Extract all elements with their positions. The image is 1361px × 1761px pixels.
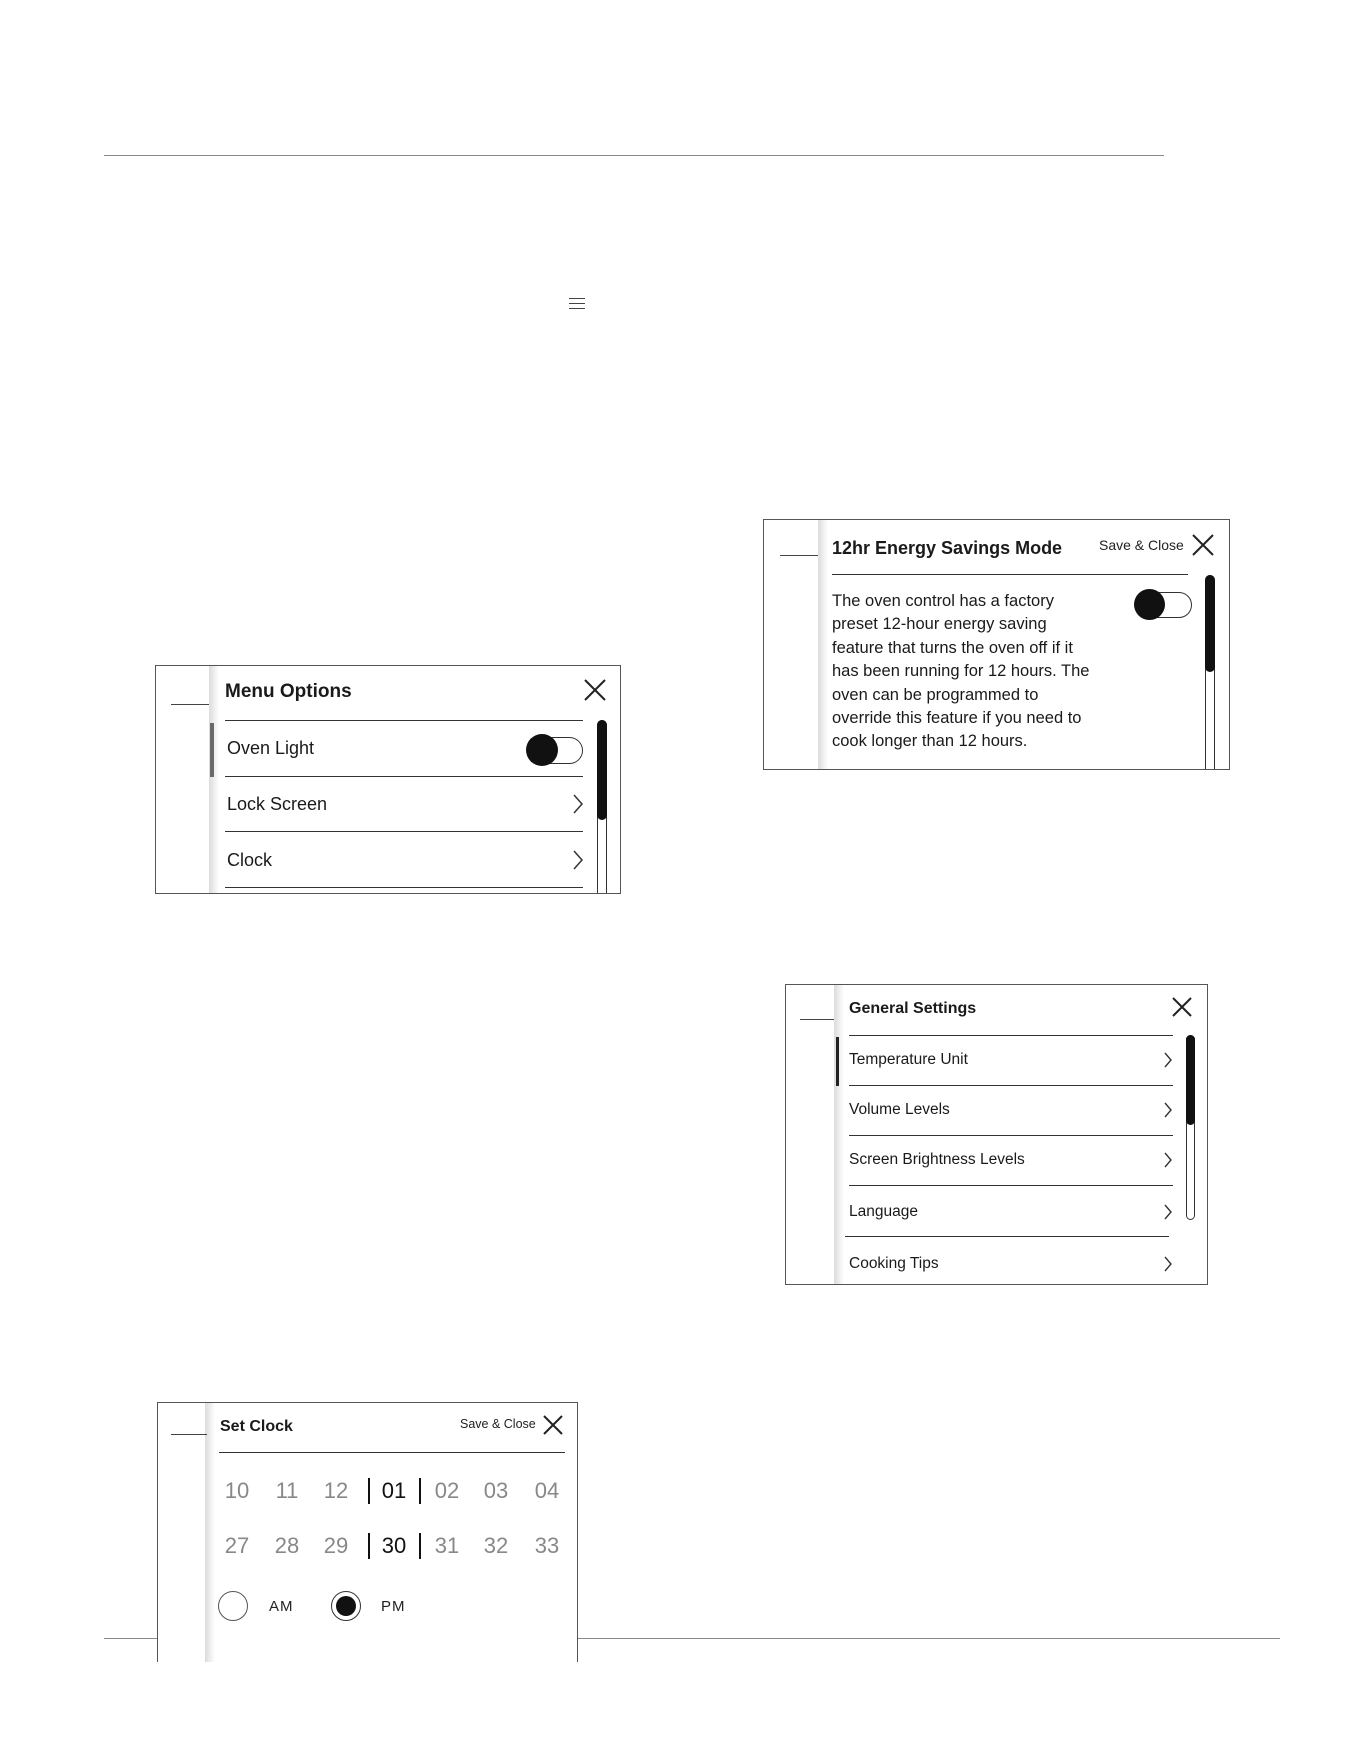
chevron-right-icon (572, 849, 584, 871)
pm-radio[interactable] (331, 1591, 361, 1621)
panel-stub-line (800, 1019, 834, 1020)
menu-options-title: Menu Options (225, 681, 352, 702)
energy-savings-title: 12hr Energy Savings Mode (832, 538, 1063, 558)
settings-item-temperature-unit[interactable]: Temperature Unit (849, 1051, 968, 1068)
energy-savings-toggle[interactable] (1136, 592, 1192, 618)
pm-label: PM (381, 1598, 406, 1615)
chevron-right-icon (1163, 1203, 1173, 1221)
scrollbar[interactable] (1205, 575, 1215, 770)
energy-savings-panel (763, 519, 1230, 770)
hour-option[interactable]: 11 (275, 1478, 299, 1503)
description-line: The oven control has a factory (832, 592, 1054, 610)
menu-item-oven-light[interactable]: Oven Light (227, 738, 315, 758)
menu-options-panel (155, 665, 621, 894)
panel-shadow (834, 985, 844, 1284)
scrollbar[interactable] (1186, 1035, 1195, 1220)
am-label: AM (269, 1598, 294, 1615)
minute-option[interactable]: 33 (534, 1533, 560, 1558)
chevron-right-icon (1163, 1051, 1173, 1069)
top-rule (104, 155, 1164, 156)
hour-option-selected[interactable]: 01 (381, 1478, 407, 1503)
selection-divider (368, 1533, 370, 1559)
separator (225, 887, 583, 888)
toggle-knob (526, 734, 558, 766)
settings-item-screen-brightness[interactable]: Screen Brightness Levels (849, 1151, 1025, 1168)
scrollbar-thumb[interactable] (597, 720, 607, 820)
separator (219, 1452, 565, 1453)
hour-option[interactable]: 10 (224, 1478, 250, 1503)
settings-item-language[interactable]: Language (849, 1203, 918, 1220)
menu-item-lock-screen[interactable]: Lock Screen (227, 794, 328, 814)
minute-option[interactable]: 27 (224, 1533, 250, 1558)
settings-item-cooking-tips[interactable]: Cooking Tips (849, 1255, 939, 1272)
set-clock-panel (157, 1402, 578, 1662)
separator (849, 1035, 1173, 1036)
panel-shadow (209, 666, 219, 893)
hour-option[interactable]: 02 (434, 1478, 460, 1503)
menu-icon (569, 298, 585, 313)
close-icon[interactable] (1172, 997, 1192, 1017)
close-icon[interactable] (1192, 534, 1214, 556)
menu-item-clock[interactable]: Clock (227, 850, 273, 870)
scrollbar-thumb[interactable] (1186, 1035, 1195, 1125)
selection-divider (368, 1478, 370, 1504)
am-radio[interactable] (218, 1591, 248, 1621)
chevron-right-icon (1163, 1151, 1173, 1169)
description-line: override this feature if you need to (832, 709, 1082, 728)
radio-dot (336, 1596, 356, 1616)
chevron-right-icon (1163, 1101, 1173, 1119)
general-settings-panel (785, 984, 1208, 1285)
panel-stub-line (171, 704, 209, 705)
selection-divider (419, 1533, 421, 1559)
close-icon[interactable] (584, 679, 606, 701)
minute-option[interactable]: 32 (483, 1533, 509, 1558)
selected-indicator (836, 1037, 839, 1086)
selected-indicator (210, 723, 214, 777)
set-clock-title: Set Clock (220, 1418, 293, 1435)
scrollbar[interactable] (597, 720, 607, 894)
selection-divider (419, 1478, 421, 1504)
separator (225, 720, 583, 721)
hour-option[interactable]: 03 (483, 1478, 509, 1503)
close-icon[interactable] (543, 1415, 563, 1435)
description-line: cook longer than 12 hours. (832, 732, 1028, 751)
description-line: preset 12-hour energy saving (832, 615, 1047, 634)
settings-item-volume-levels[interactable]: Volume Levels (849, 1101, 950, 1118)
save-close-button[interactable]: Save & Close (460, 1417, 536, 1431)
chevron-right-icon (572, 793, 584, 815)
minute-option[interactable]: 29 (323, 1533, 349, 1558)
chevron-right-icon (1163, 1255, 1173, 1273)
hour-option[interactable]: 04 (534, 1478, 560, 1503)
hour-option[interactable]: 12 (323, 1478, 349, 1503)
separator (832, 574, 1188, 575)
separator (849, 1135, 1173, 1136)
separator (225, 831, 583, 832)
save-close-button[interactable]: Save & Close (1099, 537, 1184, 553)
description-line: oven can be programmed to (832, 685, 1039, 704)
separator (849, 1085, 1173, 1086)
separator (849, 1185, 1173, 1186)
minute-option-selected[interactable]: 30 (381, 1533, 407, 1558)
description-line: feature that turns the oven off if it (832, 638, 1073, 657)
separator (845, 1236, 1169, 1237)
separator (225, 776, 583, 777)
minute-option[interactable]: 31 (434, 1533, 460, 1558)
panel-stub-line (171, 1434, 207, 1435)
energy-savings-description (832, 590, 1089, 754)
panel-shadow (818, 520, 828, 769)
general-settings-title: General Settings (849, 1000, 977, 1017)
description-line: has been running for 12 hours. The (832, 662, 1090, 681)
minute-option[interactable]: 28 (274, 1533, 300, 1558)
scrollbar-thumb[interactable] (1205, 575, 1215, 672)
toggle-knob (1134, 589, 1165, 620)
panel-stub-line (780, 555, 818, 556)
oven-light-toggle[interactable] (527, 737, 583, 764)
